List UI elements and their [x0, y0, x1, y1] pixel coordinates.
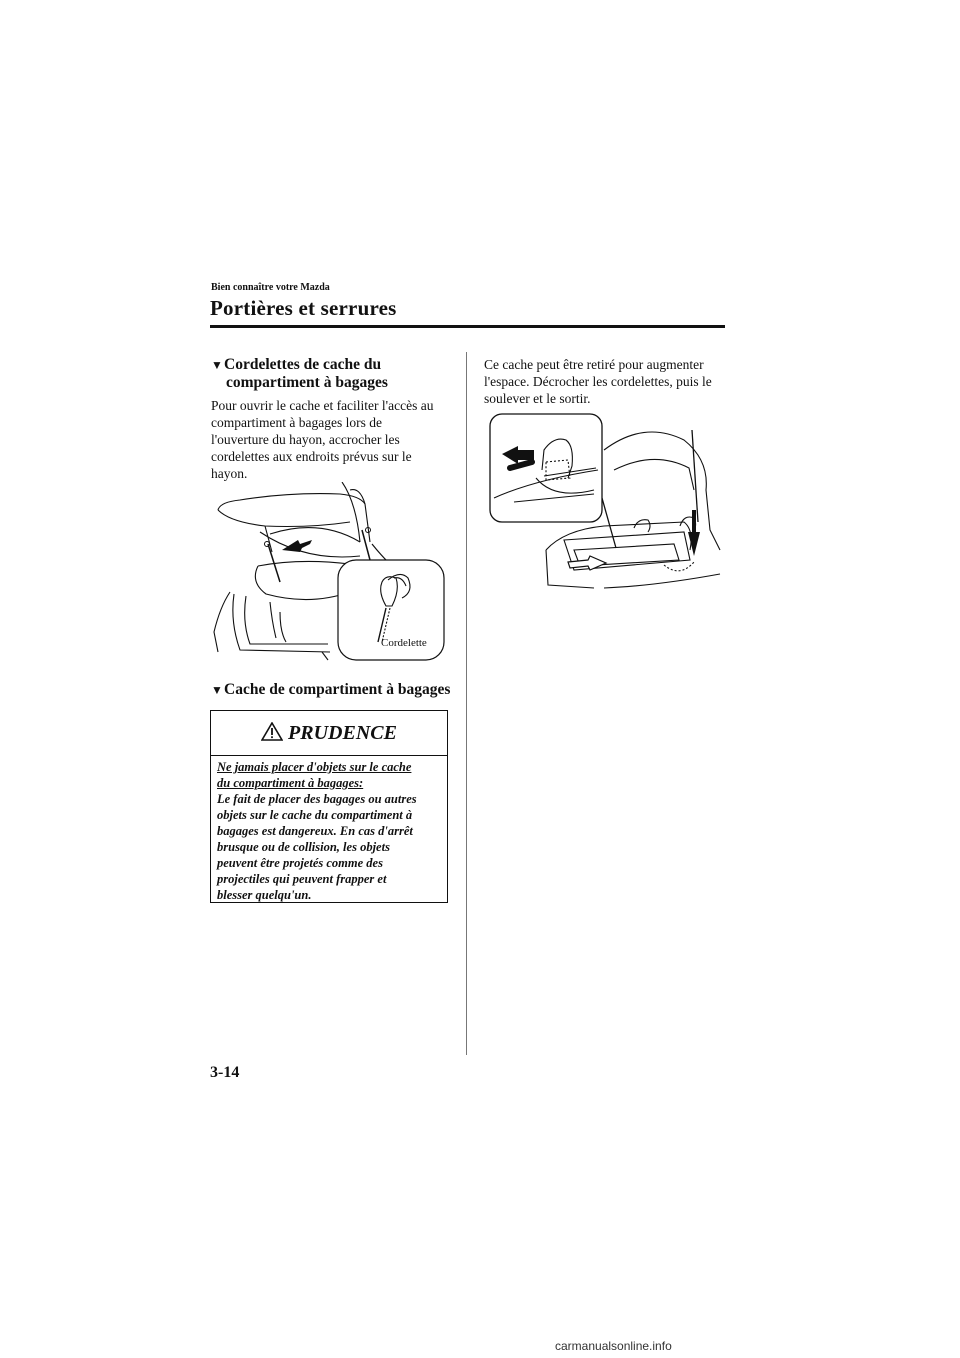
- text-line: Pour ouvrir le cache et faciliter l'accès au: [211, 398, 434, 413]
- text-line: l'ouverture du hayon, accrocher les: [211, 432, 400, 447]
- figure-callout-cordelette: Cordelette: [381, 637, 427, 649]
- caution-header: [211, 722, 447, 745]
- cover-removal-illustration: [484, 410, 729, 595]
- trunk-cord-illustration: [210, 482, 450, 662]
- text-line: compartiment à bagages lors de: [211, 415, 382, 430]
- running-header-kicker: Bien connaître votre Mazda: [211, 282, 330, 293]
- section-heading-cordelettes: [211, 356, 461, 392]
- text-line: Ce cache peut être retiré pour augmenter: [484, 357, 704, 372]
- text-line: cordelettes aux endroits prévus sur le: [211, 449, 412, 464]
- caution-divider: [211, 755, 447, 756]
- caution-line: projectiles qui peuvent frapper et: [217, 872, 387, 886]
- caution-line: objets sur le cache du compartiment à: [217, 808, 413, 822]
- watermark: carmanualsonline.info: [555, 1339, 672, 1353]
- heading-line-1: Cordelettes de cache du: [224, 356, 382, 373]
- section-heading-cache: [211, 681, 461, 699]
- text-line: l'espace. Décrocher les cordelettes, puis le: [484, 374, 712, 389]
- heading-text: Cache de compartiment à bagages: [224, 681, 451, 698]
- section1-paragraph: [211, 397, 461, 482]
- header-divider: [210, 325, 725, 328]
- caution-line: du compartiment à bagages:: [217, 776, 364, 790]
- caution-line: bagages est dangereux. En cas d'arrêt: [217, 824, 413, 838]
- down-triangle-icon: ▼: [211, 683, 223, 697]
- column-divider: [466, 352, 467, 1055]
- text-line: soulever et le sortir.: [484, 391, 591, 406]
- caution-line: Le fait de placer des bagages ou autres: [217, 792, 417, 806]
- page-title: Portières et serrures: [210, 296, 397, 320]
- caution-title: PRUDENCE: [288, 722, 397, 744]
- caution-line: Ne jamais placer d'objets sur le cache: [217, 760, 412, 774]
- text-line: hayon.: [211, 466, 248, 481]
- heading-line-2: compartiment à bagages: [226, 374, 388, 391]
- warning-triangle-icon: [261, 722, 283, 741]
- caution-text: [217, 759, 443, 903]
- down-triangle-icon: ▼: [211, 358, 223, 372]
- caution-box: [210, 710, 448, 903]
- right-paragraph: [484, 356, 729, 407]
- caution-line: brusque ou de collision, les objets: [217, 840, 390, 854]
- page-number: 3-14: [210, 1064, 240, 1081]
- caution-line: blesser quelqu'un.: [217, 888, 312, 902]
- caution-line: peuvent être projetés comme des: [217, 856, 383, 870]
